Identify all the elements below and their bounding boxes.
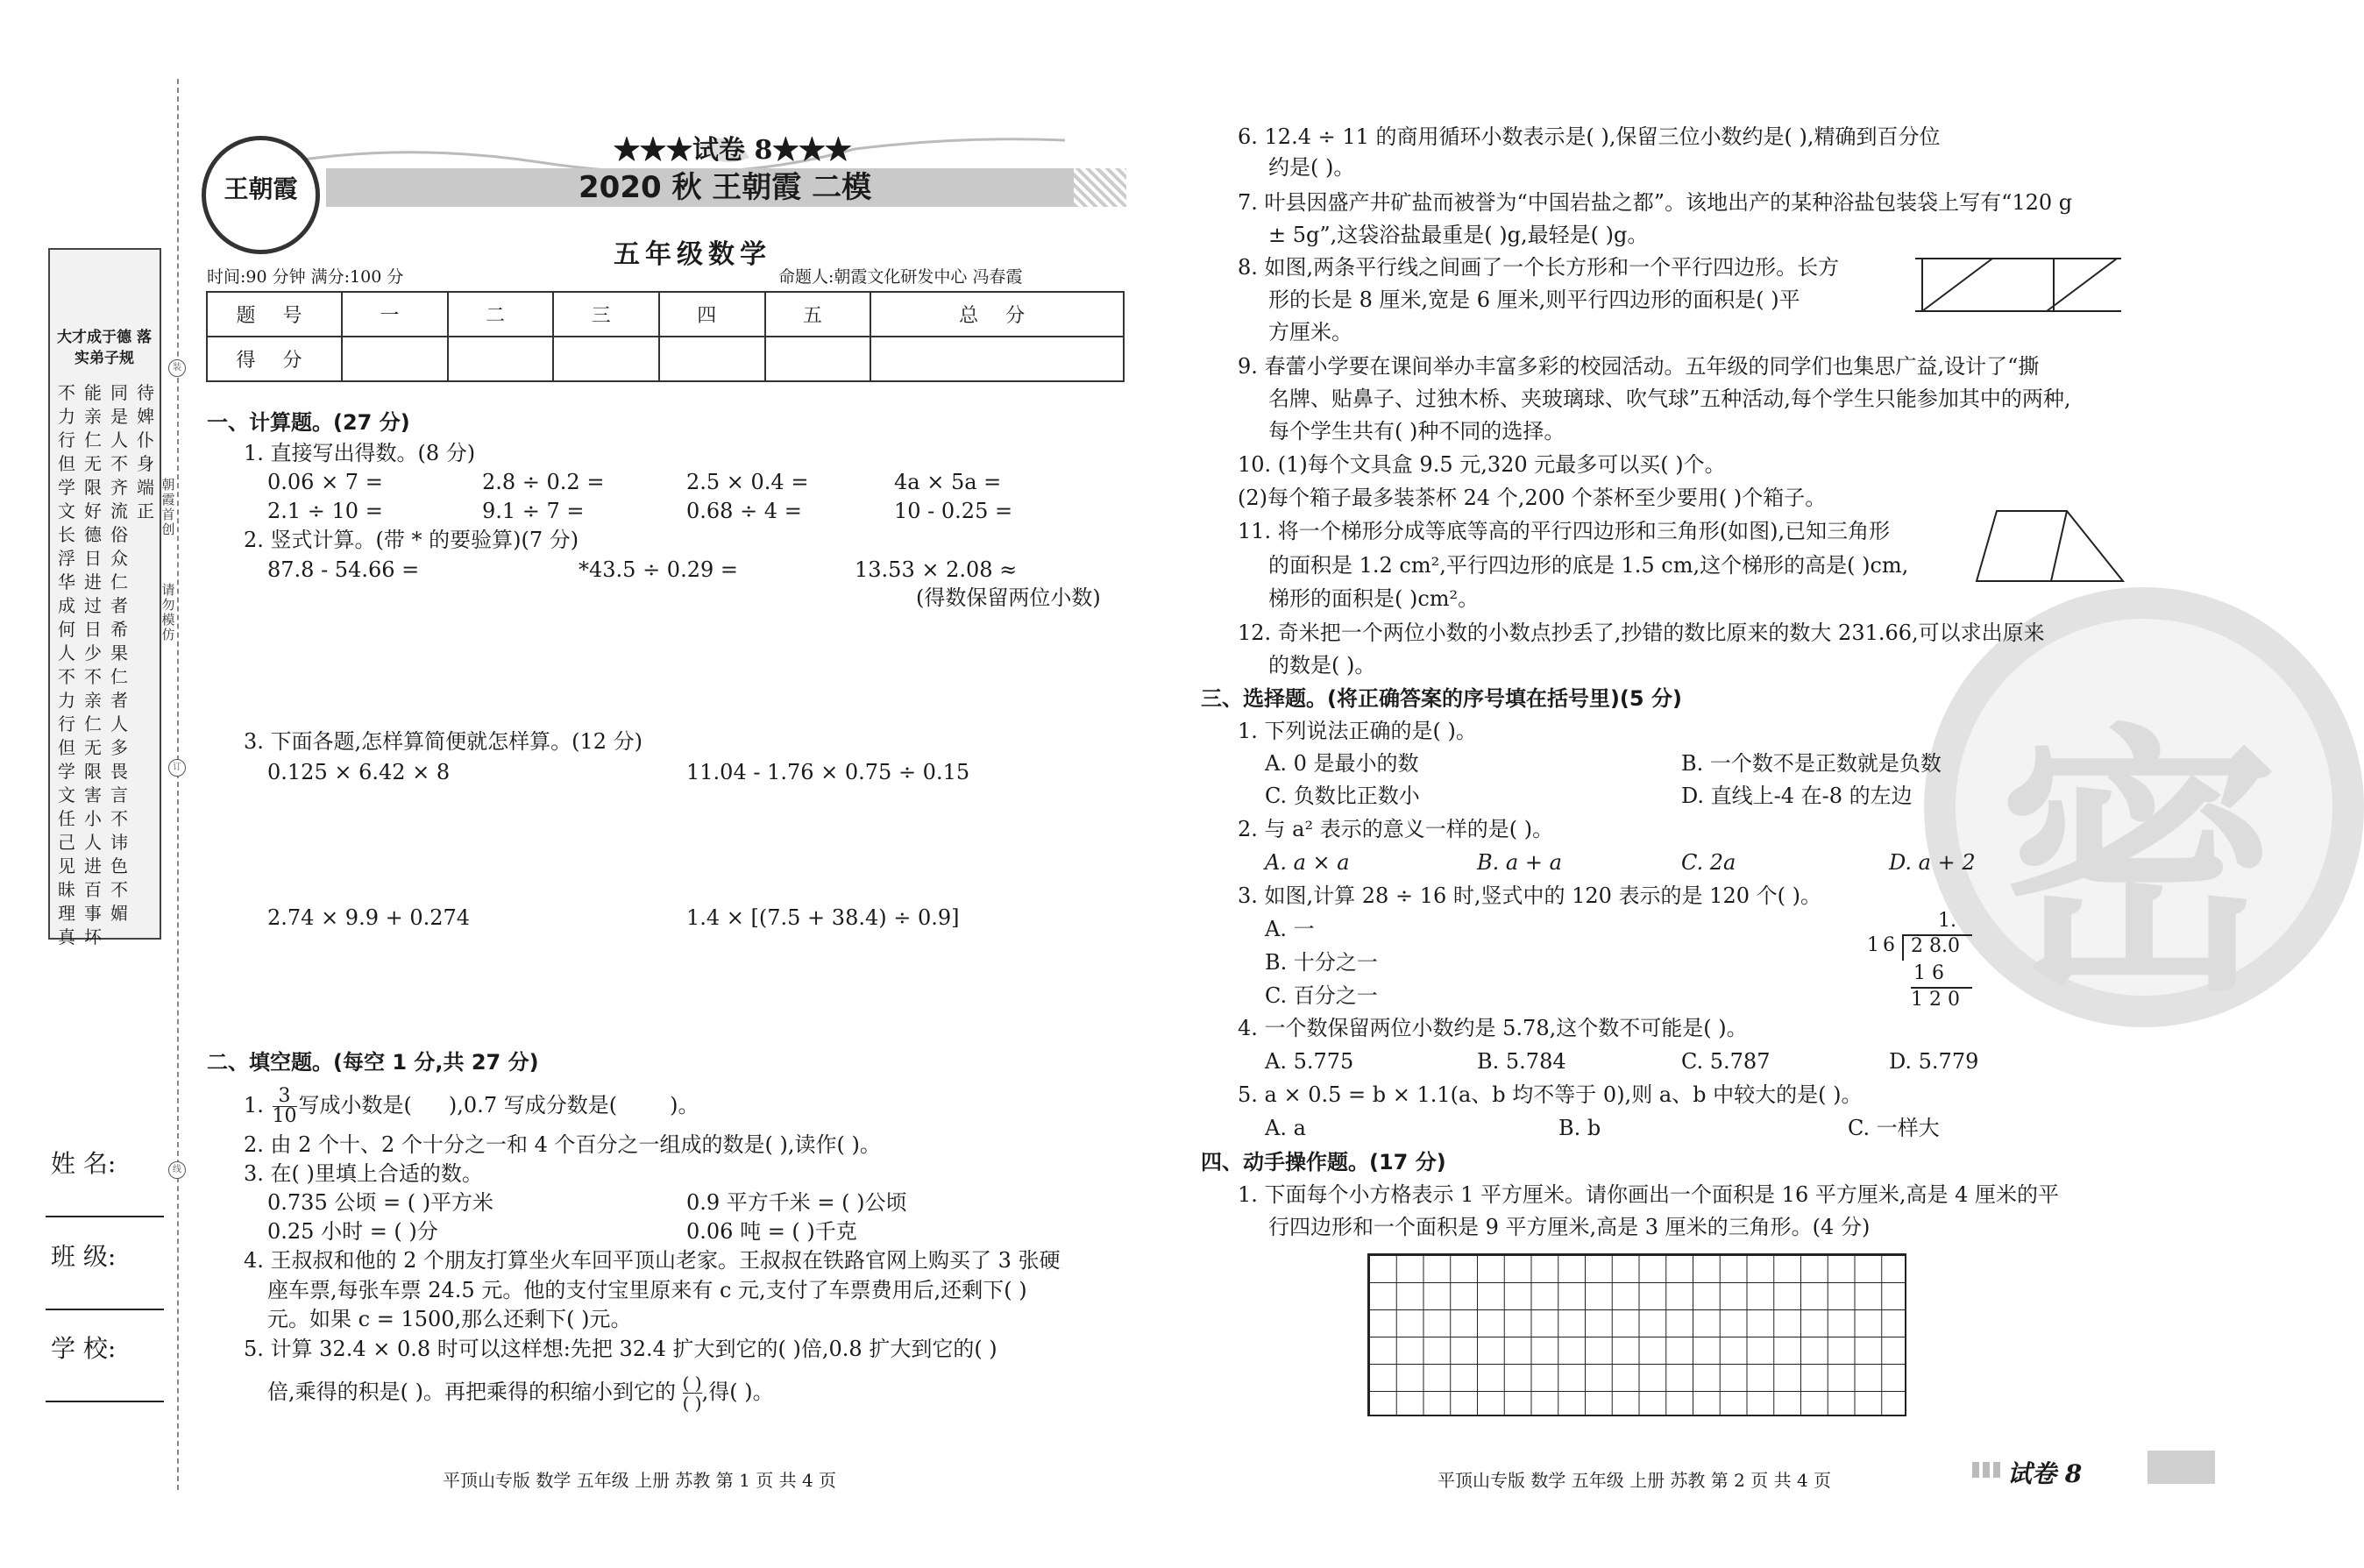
fraction-blank-bottom: ( ) — [682, 1393, 702, 1414]
option-d[interactable]: D. 直线上-4 在-8 的左边 — [1681, 784, 1913, 808]
calc-item: 2.5 × 0.4 = — [686, 470, 809, 494]
score-table — [206, 291, 1125, 382]
question-text: 倍,乘得的积是( )。再把乘得的积缩小到它的 — [267, 1380, 676, 1404]
question-number: 1. — [244, 1093, 264, 1117]
question: 10. (1)每个文具盒 9.5 元,320 元最多可以买( )个。 — [1238, 452, 1726, 477]
division-quotient: 1. — [1938, 910, 1956, 932]
calc-item: *43.5 ÷ 0.29 = — [579, 557, 738, 582]
score-header-cell: 总 分 — [870, 292, 1124, 337]
score-header-cell: 二 — [448, 292, 554, 337]
score-header-cell: 五 — [765, 292, 871, 337]
division-product: 1 6 — [1913, 962, 1944, 984]
score-row — [207, 337, 1124, 381]
school-label: 学 校: — [51, 1334, 117, 1363]
motto-column: 能亲仁无限好德日进过日少不亲仁无限害小人进百事坏 — [84, 382, 102, 947]
question: 12. 奇米把一个两位小数的小数点抄丢了,抄错的数比原来的数大 231.66,可以求出原来 — [1238, 621, 2045, 645]
question: 2. 竖式计算。(带 * 的要验算)(7 分) — [244, 528, 579, 552]
question-text: )。 — [670, 1093, 699, 1117]
option-c[interactable]: C. 百分之一 — [1265, 983, 1378, 1008]
calc-item: 13.53 × 2.08 ≈ — [855, 557, 1018, 582]
question: 6. 12.4 ÷ 11 的商用循环小数表示是( ),保留三位小数约是( ),精确到百分位 — [1238, 124, 1941, 149]
division-remainder: 1 2 0 — [1911, 989, 1960, 1011]
footer-right: 平顶山专版 数学 五年级 上册 苏教 第 2 页 共 4 页 — [1438, 1470, 1832, 1491]
calc-note: (得数保留两位小数) — [916, 585, 1101, 610]
fill-item: 0.06 吨 = ( )千克 — [686, 1219, 857, 1244]
question: 4. 王叔叔和他的 2 个朋友打算坐火车回平顶山老家。王叔叔在铁路官网上购买了 3 张硬 — [244, 1248, 1061, 1273]
calc-item: 87.8 - 54.66 = — [267, 557, 420, 582]
tag-squares — [1972, 1462, 2002, 1478]
fraction-blank-top: ( ) — [682, 1373, 702, 1394]
fill-item: 0.735 公顷 = ( )平方米 — [267, 1190, 494, 1215]
question-cont: 每个学生共有( )种不同的选择。 — [1268, 419, 1565, 443]
question: 8. 如图,两条平行线之间画了一个长方形和一个平行四边形。长方 — [1238, 255, 1840, 280]
question: 1. 直接写出得数。(8 分) — [244, 441, 476, 465]
fraction-denominator: 10 — [272, 1105, 297, 1127]
fill-item: 0.9 平方千米 = ( )公顷 — [686, 1190, 907, 1215]
logo-seal: 王朝霞 — [202, 136, 320, 254]
question-cont: 约是( )。 — [1268, 155, 1355, 180]
score-cell[interactable] — [448, 337, 554, 381]
option-a[interactable]: A. 5.775 — [1265, 1049, 1354, 1074]
division-divisor: 16 — [1867, 934, 1899, 956]
question: 2. 与 a² 表示的意义一样的是( )。 — [1238, 817, 1554, 841]
question-cont: 的数是( )。 — [1268, 653, 1376, 678]
question-cont: 元。如果 c = 1500,那么还剩下( )元。 — [267, 1307, 632, 1331]
division-dividend: 2 8.0 — [1911, 935, 1960, 957]
option-a[interactable]: A. a — [1265, 1116, 1306, 1140]
motto-column: 待婢仆身端正 — [137, 382, 154, 521]
long-division-figure — [1863, 910, 1985, 1015]
score-header-cell: 题 号 — [207, 292, 342, 337]
question: 5. 计算 32.4 × 0.8 时可以这样想:先把 32.4 扩大到它的( )倍,0.8 扩大到它的( ) — [244, 1337, 997, 1361]
option-a[interactable]: A. a × a — [1265, 850, 1350, 875]
question-cont: 方厘米。 — [1268, 320, 1352, 344]
question: 3. 下面各题,怎样算简便就怎样算。(12 分) — [244, 729, 643, 754]
class-label: 班 级: — [51, 1242, 117, 1271]
footer-left: 平顶山专版 数学 五年级 上册 苏教 第 1 页 共 4 页 — [443, 1470, 837, 1491]
fraction-blank[interactable] — [683, 1373, 702, 1413]
question-cont: ± 5g”,这袋浴盐最重是( )g,最轻是( )g。 — [1268, 223, 1649, 247]
question: 2. 由 2 个十、2 个十分之一和 4 个百分之一组成的数是( ),读作( )。 — [244, 1132, 881, 1157]
question-cont: 梯形的面积是( )cm²。 — [1268, 586, 1480, 611]
motto-column: 不力行但学文长浮华成何人不力行但学文任己见昧理真 — [58, 382, 75, 947]
option-c[interactable]: C. 一样大 — [1848, 1116, 1940, 1140]
option-d[interactable]: D. a + 2 — [1889, 850, 1976, 875]
option-a[interactable]: A. 0 是最小的数 — [1265, 751, 1419, 776]
calc-item: 10 - 0.25 = — [894, 499, 1013, 523]
question: (2)每个箱子最多装茶杯 24 个,200 个茶杯至少要用( )个箱子。 — [1238, 486, 1827, 510]
question-text: ,得( )。 — [701, 1380, 774, 1404]
calc-item: 0.68 ÷ 4 = — [686, 499, 802, 523]
calc-item: 9.1 ÷ 7 = — [482, 499, 585, 523]
question: 9. 春蕾小学要在课间举办丰富多彩的校园活动。五年级的同学们也集思广益,设计了“撕 — [1238, 354, 2040, 379]
calc-item: 4a × 5a = — [894, 470, 1002, 494]
score-header-cell: 三 — [553, 292, 659, 337]
parallel-lines-figure — [1915, 254, 2121, 319]
side-note: 请勿模仿 — [161, 582, 175, 642]
calc-item: 11.04 - 1.76 × 0.75 ÷ 0.15 — [686, 760, 970, 784]
calc-item: 1.4 × [(7.5 + 38.4) ÷ 0.9] — [686, 905, 960, 930]
grade-subject-title: 五年级数学 — [614, 239, 771, 270]
score-cell[interactable] — [870, 337, 1124, 381]
motto-column: 同是人不齐流俗众仁者希果仁者人多畏言不讳色不媚 — [110, 382, 128, 924]
question-cont: 名牌、贴鼻子、过独木桥、夹玻璃球、吹气球”五种活动,每个学生只能参加其中的两种, — [1268, 387, 2071, 411]
name-label: 姓 名: — [51, 1149, 117, 1178]
score-cell[interactable] — [765, 337, 871, 381]
score-header-cell: 一 — [342, 292, 448, 337]
calc-item: 0.06 × 7 = — [267, 470, 383, 494]
binding-mark: 订 — [168, 759, 186, 777]
fraction — [273, 1087, 297, 1126]
fraction-numerator: 3 — [273, 1087, 297, 1107]
class-field[interactable] — [46, 1309, 164, 1310]
section-title: 四、动手操作题。(17 分) — [1201, 1150, 1446, 1174]
calc-item: 0.125 × 6.42 × 8 — [267, 760, 451, 784]
question: 4. 一个数保留两位小数约是 5.78,这个数不可能是( )。 — [1238, 1016, 1748, 1040]
option-b[interactable]: B. 5.784 — [1477, 1049, 1566, 1074]
option-c[interactable]: C. 2a — [1681, 850, 1736, 875]
paper-tag: 试卷 8 — [2007, 1459, 2083, 1488]
motto-top: 大才成于德 落实弟子规 — [57, 329, 152, 367]
calc-item: 2.8 ÷ 0.2 = — [482, 470, 605, 494]
option-b[interactable]: B. 一个数不是正数就是负数 — [1681, 751, 1942, 776]
question: 7. 叶县因盛产井矿盐而被誉为“中国岩盐之都”。该地出产的某种浴盐包装袋上写有“120 g — [1238, 190, 2073, 215]
author-line: 命题人:朝霞文化研发中心 冯春霞 — [778, 267, 1023, 287]
option-c[interactable]: C. 5.787 — [1681, 1049, 1771, 1074]
option-b[interactable]: B. 十分之一 — [1265, 950, 1378, 975]
binding-mark: 线 — [168, 1161, 186, 1179]
option-b[interactable]: B. a + a — [1477, 850, 1562, 875]
score-cell[interactable] — [659, 337, 765, 381]
series-title: ★★★试卷 8★★★ — [614, 135, 852, 166]
calc-item: 2.1 ÷ 10 = — [267, 499, 383, 523]
option-c[interactable]: C. 负数比正数小 — [1265, 784, 1420, 808]
score-cell[interactable] — [342, 337, 448, 381]
score-header-row — [207, 292, 1124, 337]
question-cont: 的面积是 1.2 cm²,平行四边形的底是 1.5 cm,这个梯形的高是( )cm, — [1268, 553, 1909, 578]
drawing-grid[interactable] — [1367, 1253, 1906, 1416]
question-text: 写成小数是( — [298, 1093, 412, 1117]
question-text: ),0.7 写成分数是( — [448, 1093, 618, 1117]
division-bracket — [1902, 936, 1904, 961]
question-cont: 形的长是 8 厘米,宽是 6 厘米,则平行四边形的面积是( )平 — [1268, 287, 1800, 312]
banner-title: 2020 秋 王朝霞 二模 — [579, 170, 872, 205]
question: 3. 在( )里填上合适的数。 — [244, 1161, 483, 1186]
question: 5. a × 0.5 = b × 1.1(a、b 均不等于 0),则 a、b 中较大的是( )。 — [1238, 1082, 1863, 1107]
section-title: 三、选择题。(将正确答案的序号填在括号里)(5 分) — [1201, 686, 1682, 711]
question-cont — [267, 1373, 774, 1413]
school-field[interactable] — [46, 1401, 164, 1402]
score-cell[interactable] — [553, 337, 659, 381]
watermark-char: 密 — [1998, 703, 2279, 1029]
question-cont: 座车票,每张车票 24.5 元。他的支付宝里原来有 c 元,支付了车票费用后,还剩下( ) — [267, 1278, 1027, 1302]
fill-item: 0.25 小时 = ( )分 — [267, 1219, 438, 1244]
option-b[interactable]: B. b — [1558, 1116, 1601, 1140]
score-row-label: 得 分 — [207, 337, 342, 381]
binding-mark: 装 — [168, 359, 186, 377]
binding-line — [177, 79, 179, 1490]
question — [244, 1087, 699, 1126]
side-note: 朝霞首创 — [161, 477, 175, 537]
trapezoid-figure — [1972, 507, 2130, 589]
score-header-cell: 四 — [659, 292, 765, 337]
option-a[interactable]: A. 一 — [1265, 917, 1315, 941]
section-title: 二、填空题。(每空 1 分,共 27 分) — [207, 1050, 539, 1075]
name-field[interactable] — [46, 1216, 164, 1217]
time-score: 时间:90 分钟 满分:100 分 — [207, 267, 404, 287]
question: 3. 如图,计算 28 ÷ 16 时,竖式中的 120 表示的是 120 个( )。 — [1238, 883, 1821, 908]
question: 1. 下面每个小方格表示 1 平方厘米。请你画出一个面积是 16 平方厘米,高是 4 厘米的平 — [1238, 1182, 2060, 1207]
motto-box — [48, 248, 161, 947]
option-d[interactable]: D. 5.779 — [1889, 1049, 1979, 1074]
section-title: 一、计算题。(27 分) — [207, 410, 410, 435]
calc-item: 2.74 × 9.9 + 0.274 — [267, 905, 471, 930]
banner-dots — [1074, 168, 1126, 207]
question-cont: 行四边形和一个面积是 9 平方厘米,高是 3 厘米的三角形。(4 分) — [1268, 1215, 1871, 1239]
tag-bar — [2147, 1451, 2215, 1484]
question: 11. 将一个梯形分成等底等高的平行四边形和三角形(如图),已知三角形 — [1238, 519, 1891, 543]
question: 1. 下列说法正确的是( )。 — [1238, 719, 1477, 743]
